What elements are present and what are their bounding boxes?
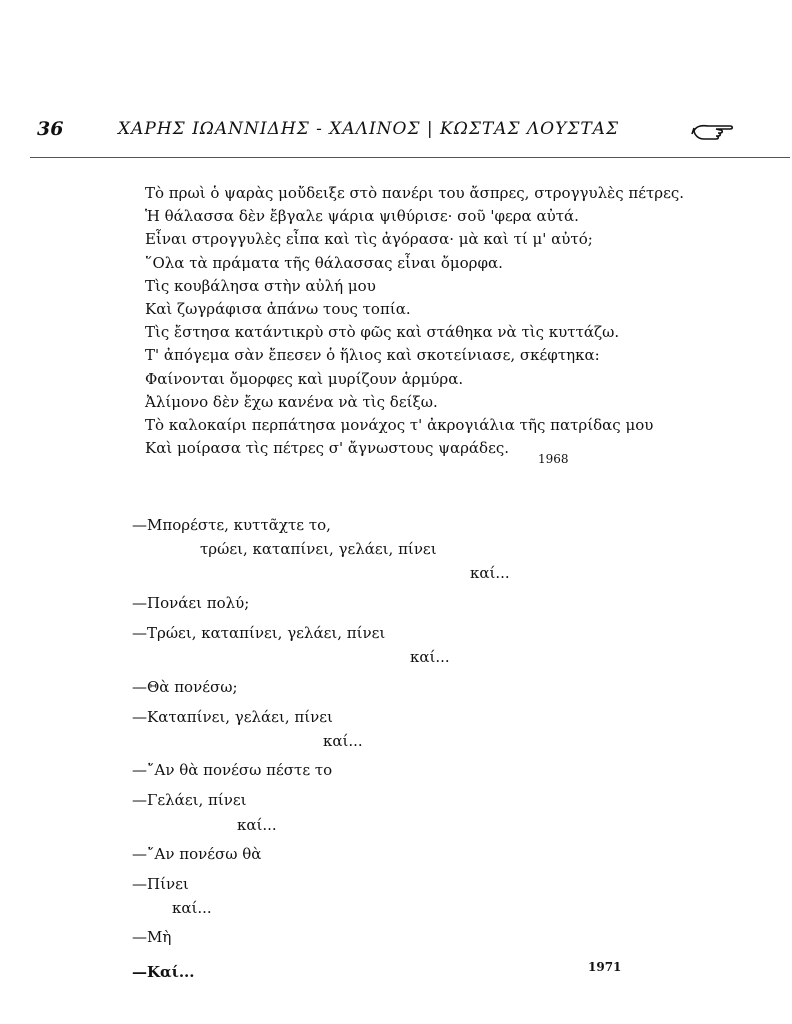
dialogue-line: καί... bbox=[470, 564, 510, 582]
dialogue-line: καί... bbox=[410, 648, 450, 666]
dialogue-line: καί... bbox=[323, 732, 363, 750]
poem-1-line: Τὸ πρωὶ ὁ ψαρὰς μοὔδειξε στὸ πανέρι του ἄσπρες, στρογγυλὲς πέτρες. bbox=[145, 184, 685, 202]
poem-1-line: Καὶ ζωγράφισα ἀπάνω τους τοπία. bbox=[145, 299, 411, 318]
dialogue-line: —Καί... bbox=[132, 963, 195, 981]
poem-1-line: Ἡ θάλασσα δὲν ἔβγαλε ψάρια ψιθύρισε· σοῦ 'φερα αὐτά. bbox=[145, 207, 579, 226]
poem-1-line: Τ' ἀπόγεμα σὰν ἔπεσεν ὁ ἥλιος καὶ σκοτείνιασε, σκέφτηκα: bbox=[145, 346, 600, 365]
poem-1-line: Φαίνονται ὄμορφες καὶ μυρίζουν ἁρμύρα. bbox=[145, 369, 464, 388]
dialogue-line: —Πίνει bbox=[132, 875, 189, 893]
poem-1-line: Τὶς ἔστησα κατάντικρὺ στὸ φῶς καὶ στάθηκα νὰ τὶς κυττάζω. bbox=[145, 323, 620, 342]
poem-1-line: Καὶ μοίρασα τὶς πέτρες σ' ἄγνωστους ψαράδες. bbox=[145, 439, 510, 458]
dialogue-line: —Μὴ bbox=[132, 928, 172, 946]
dialogue-line: —Μπορέστε, κυττᾶχτε το, bbox=[132, 516, 331, 534]
dialogue-line: —Γελάει, πίνει bbox=[132, 791, 247, 809]
poem-1-line: ῞Ολα τὰ πράματα τῆς θάλασσας εἶναι ὄμορφα. bbox=[145, 253, 503, 272]
dialogue-line: καί... bbox=[172, 899, 212, 917]
poem-2-date: 1971 bbox=[588, 960, 622, 974]
dialogue-line: —Καταπίνει, γελάει, πίνει bbox=[132, 708, 333, 726]
page-number: 36 bbox=[37, 118, 64, 140]
running-title: ΧΑΡΗΣ ΙΩΑΝΝΙΔΗΣ - ΧΑΛΙΝΟΣ | ΚΩΣΤΑΣ ΛΟΥΣΤΑΣ bbox=[118, 119, 619, 139]
poem-1-line: Τὶς κουβάλησα στὴν αὐλή μου bbox=[145, 276, 376, 295]
dialogue-line: —Θὰ πονέσω; bbox=[132, 678, 238, 696]
poem-1-line: Τὸ καλοκαίρι περπάτησα μονάχος τ' ἀκρογιάλια τῆς πατρίδας μου bbox=[145, 415, 654, 434]
dialogue-line: τρώει, καταπίνει, γελάει, πίνει bbox=[200, 540, 437, 558]
dialogue-line: καί... bbox=[237, 816, 277, 834]
dialogue-line: —῎Αν θὰ πονέσω πέστε το bbox=[132, 761, 333, 779]
dialogue-line: —Πονάει πολύ; bbox=[132, 594, 250, 612]
dialogue-line: —Τρώει, καταπίνει, γελάει, πίνει bbox=[132, 624, 386, 642]
dialogue-line: —῎Αν πονέσω θὰ bbox=[132, 845, 262, 863]
poem-1-date: 1968 bbox=[538, 452, 569, 466]
poem-1-line: Εἶναι στρογγυλὲς εἶπα καὶ τὶς ἀγόρασα· μὰ καὶ τί μ' αὐτό; bbox=[145, 230, 593, 249]
poem-1-line: Ἀλίμονο δὲν ἔχω κανένα νὰ τὶς δείξω. bbox=[145, 392, 438, 411]
